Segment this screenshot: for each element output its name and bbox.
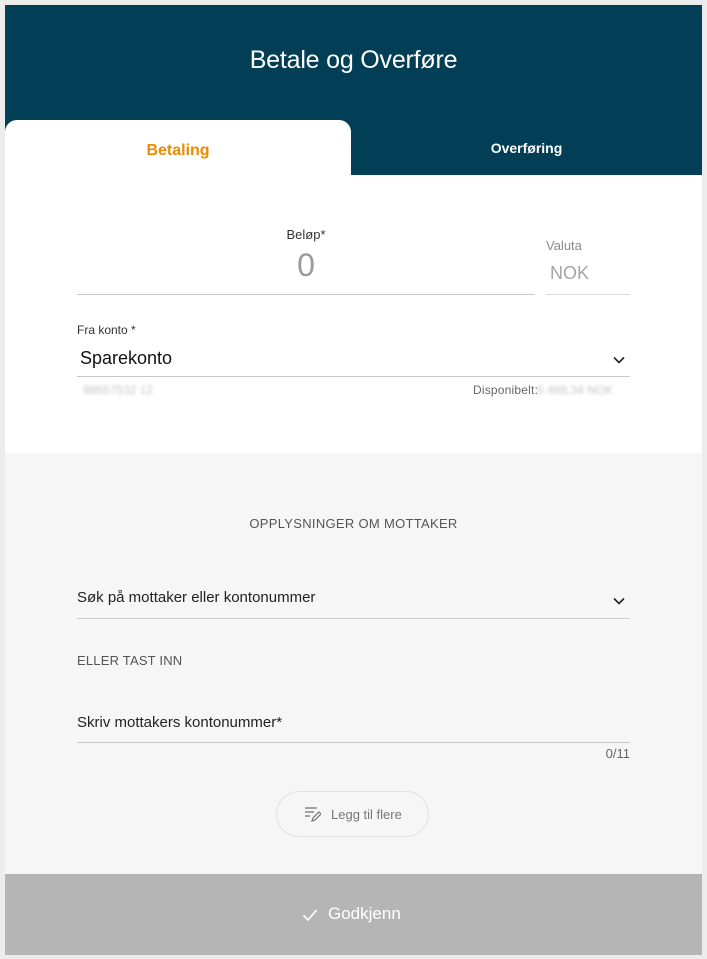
or-enter-label: ELLER TAST INN bbox=[77, 653, 183, 668]
recipient-section bbox=[5, 453, 702, 874]
edit-list-icon bbox=[304, 806, 321, 823]
account-number: 98657532 12 bbox=[83, 383, 154, 397]
currency-value: NOK bbox=[550, 263, 590, 283]
amount-underline bbox=[77, 294, 535, 295]
page-title: Betale og Overføre bbox=[249, 46, 458, 74]
amount-input[interactable]: 0 bbox=[297, 247, 315, 283]
approve-label: Godkjenn bbox=[328, 904, 401, 923]
payment-form bbox=[5, 175, 702, 453]
payment-window bbox=[5, 5, 702, 955]
add-more-label: Legg til flere bbox=[331, 807, 402, 822]
recipient-search-select[interactable]: Søk på mottaker eller kontonummer bbox=[77, 589, 316, 606]
recipient-search-underline bbox=[77, 618, 630, 619]
tab-overforing[interactable] bbox=[351, 120, 702, 175]
amount-label: Beløp* bbox=[286, 227, 326, 242]
recipient-account-underline bbox=[77, 742, 630, 743]
recipient-heading: OPPLYSNINGER OM MOTTAKER bbox=[249, 516, 458, 531]
recipient-account-input[interactable] bbox=[77, 708, 630, 736]
currency-underline bbox=[546, 294, 630, 295]
currency-label: Valuta bbox=[546, 238, 582, 253]
tab-overforing-label: Overføring bbox=[490, 140, 563, 156]
from-account-underline bbox=[77, 376, 630, 377]
tab-betaling-label: Betaling bbox=[146, 142, 210, 159]
from-account-label: Fra konto * bbox=[77, 323, 136, 337]
chevron-down-icon[interactable] bbox=[611, 593, 627, 609]
available-label: Disponibelt: bbox=[473, 383, 539, 397]
character-counter: 0/11 bbox=[605, 746, 630, 761]
check-icon bbox=[302, 907, 318, 923]
chevron-down-icon[interactable] bbox=[611, 352, 627, 368]
available-value: 5 498,34 NOK bbox=[537, 383, 614, 397]
tab-betaling[interactable] bbox=[5, 120, 351, 180]
add-more-button[interactable] bbox=[276, 791, 429, 837]
approve-button[interactable] bbox=[5, 874, 702, 955]
from-account-select[interactable]: Sparekonto bbox=[80, 348, 173, 368]
